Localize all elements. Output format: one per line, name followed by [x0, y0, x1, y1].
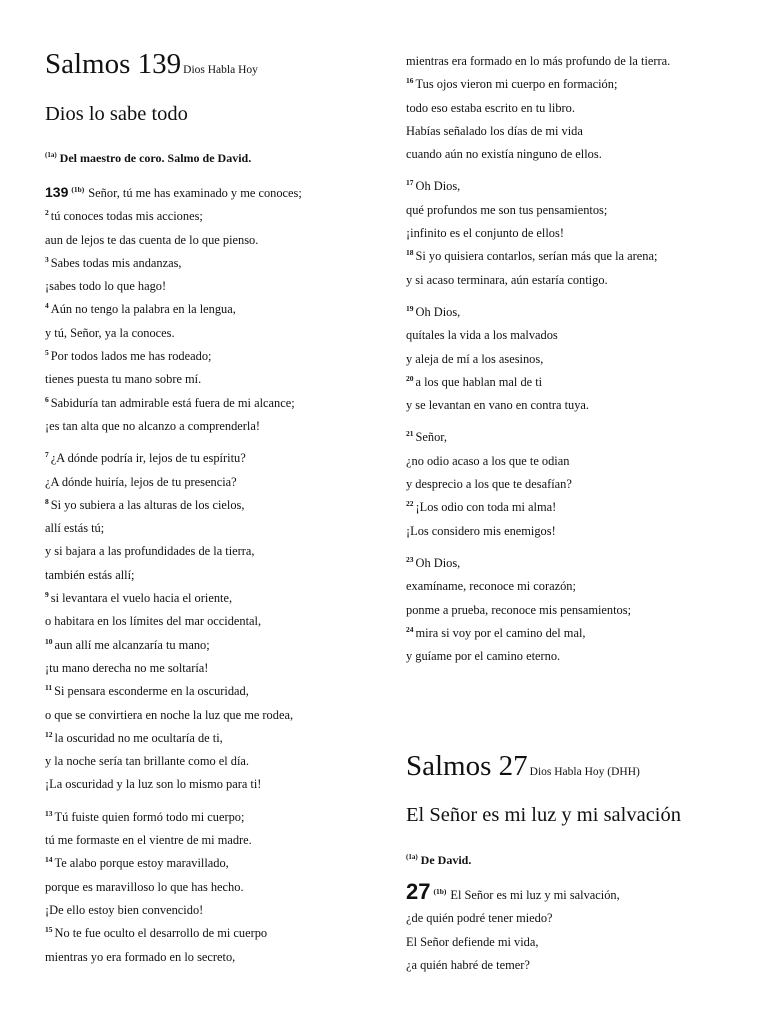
verse-text: Tú fuiste quien formó todo mi cuerpo;	[54, 809, 245, 824]
verse-text: examíname, reconoce mi corazón;	[406, 579, 576, 594]
verse-line	[45, 298, 302, 321]
stanza	[406, 426, 670, 542]
verse-text: Tus ojos vieron mi cuerpo en formación;	[415, 77, 618, 92]
verse-number: 9	[45, 590, 49, 600]
verse-text: Si yo quisiera contarlos, serían más que la arena;	[415, 249, 658, 264]
verse-line	[406, 199, 670, 222]
verse-text: o que se convirtiera en noche la luz que me rodea,	[45, 707, 294, 722]
verse-line	[45, 181, 302, 205]
verse-line	[45, 252, 302, 275]
heading-ref: (1a)	[45, 151, 57, 159]
verse-number: 23	[406, 554, 414, 564]
verse-text: ¡La oscuridad y la luz son lo mismo para ti!	[45, 777, 262, 792]
verse-text: la oscuridad no me ocultaría de ti,	[54, 730, 223, 745]
verse-text: mientras era formado en lo más profundo de la tierra.	[406, 54, 671, 68]
verse-text: y tú, Señor, ya la conoces.	[45, 325, 175, 340]
verse-text: y aleja de mí a los asesinos,	[406, 351, 544, 366]
verse-number: 16	[406, 76, 414, 86]
verse-line	[45, 275, 302, 298]
verse-line	[406, 175, 670, 198]
verse-line	[406, 222, 670, 245]
verse-text: Sabiduría tan admirable está fuera de mi alcance;	[50, 395, 295, 410]
verse-line	[406, 143, 670, 166]
verse-number: 5	[45, 348, 49, 358]
verse-text: ¿a quién habré de temer?	[406, 957, 530, 972]
verse-line	[406, 645, 670, 668]
verse-text: ¡sabes todo lo que hago!	[45, 279, 167, 294]
verse-line	[406, 50, 670, 73]
verse-line	[45, 517, 302, 540]
verse-line	[45, 471, 302, 494]
verse-number: 14	[45, 855, 53, 865]
verse-line	[406, 371, 670, 394]
verse-text: todo eso estaba escrito en tu libro.	[406, 100, 575, 115]
verse-text: Oh Dios,	[415, 555, 461, 570]
verse-line	[406, 954, 620, 977]
verse-line	[45, 610, 302, 633]
verse-line	[406, 496, 670, 519]
verse-line	[406, 622, 670, 645]
verse-number: 12	[45, 729, 53, 739]
verse-text: porque es maravilloso lo que has hecho.	[45, 879, 244, 894]
verse-line	[45, 634, 302, 657]
verse-line	[45, 368, 302, 391]
verse-text: Señor,	[415, 430, 448, 445]
psalm-subtitle: Dios lo sabe todo	[45, 103, 188, 125]
chapter-number: 27	[406, 879, 431, 904]
verse-text: aun allí me alcanzaría tu mano;	[54, 637, 210, 652]
verse-text: y si bajara a las profundidades de la tierra,	[45, 544, 255, 559]
verse-text: ¡Los odio con toda mi alma!	[415, 500, 557, 515]
verse-line	[45, 229, 302, 252]
verse-text: ¿no odio acaso a los que te odian	[406, 453, 570, 468]
psalm-27-title-row	[406, 752, 640, 781]
verse-text: Sabes todas mis andanzas,	[50, 255, 182, 270]
verse-line	[406, 348, 670, 371]
verse-number: 19	[406, 303, 414, 313]
verse-number: 8	[45, 496, 49, 506]
verse-text: ¿de quién podré tener miedo?	[406, 911, 553, 926]
right-verses	[406, 50, 670, 668]
psalm-subtitle-2: El Señor es mi luz y mi salvación	[406, 804, 681, 826]
verse-line	[45, 587, 302, 610]
verse-line	[406, 520, 670, 543]
verse-text: ¡Los considero mis enemigos!	[406, 523, 556, 538]
verse-line	[45, 564, 302, 587]
verse-text: y se levantan en vano en contra tuya.	[406, 398, 590, 413]
psalm-139-title-row	[45, 50, 258, 79]
verse-line	[406, 301, 670, 324]
verse-line	[406, 394, 670, 417]
verse-text: mira si voy por el camino del mal,	[415, 625, 586, 640]
verse-number: 10	[45, 636, 53, 646]
verse-text: Aún no tengo la palabra en la lengua,	[50, 302, 236, 317]
verse-number: 22	[406, 499, 414, 509]
verse-text: ¡tu mano derecha no me soltaría!	[45, 660, 209, 675]
stanza	[406, 50, 670, 166]
verse-number: 7	[45, 450, 49, 460]
verse-text: y desprecio a los que te desafían?	[406, 477, 572, 492]
verse-number: 24	[406, 624, 414, 634]
verse-text: El Señor defiende mi vida,	[406, 934, 539, 949]
verse-text: tú conoces todas mis acciones;	[50, 209, 203, 224]
verse-text: Si yo subiera a las alturas de los cielos,	[50, 497, 245, 512]
verse-line	[45, 447, 302, 470]
verse-text: qué profundos me son tus pensamientos;	[406, 202, 608, 217]
verse-line	[45, 540, 302, 563]
bible-version: Dios Habla Hoy	[183, 64, 258, 76]
verse-number: (1b)	[71, 185, 85, 194]
verse-text: Oh Dios,	[415, 304, 461, 319]
verse-line	[45, 494, 302, 517]
left-verses	[45, 181, 302, 969]
verse-text: ¡De ello estoy bien convencido!	[45, 902, 204, 917]
right-verses-2	[406, 880, 620, 977]
verse-line	[406, 931, 620, 954]
verse-line	[45, 322, 302, 345]
verse-line	[406, 426, 670, 449]
verse-number: (1b)	[433, 887, 447, 896]
verse-text: ¿A dónde podría ir, lejos de tu espíritu?	[50, 451, 246, 466]
bible-version-2: Dios Habla Hoy (DHH)	[529, 766, 640, 778]
verse-line	[406, 552, 670, 575]
verse-text: y si acaso terminara, aún estaría contigo.	[406, 272, 608, 287]
verse-text: El Señor es mi luz y mi salvación,	[450, 888, 620, 902]
verse-line	[406, 120, 670, 143]
verse-line	[406, 73, 670, 96]
stanza	[45, 181, 302, 438]
verse-number: 3	[45, 254, 49, 264]
psalm-title-2: Salmos 27	[406, 750, 528, 782]
heading-ref-2: (1a)	[406, 853, 418, 861]
verse-text: ¡infinito es el conjunto de ellos!	[406, 226, 564, 241]
stanza	[45, 806, 302, 969]
verse-line	[45, 657, 302, 680]
verse-line	[45, 899, 302, 922]
verse-text: cuando aún no existía ninguno de ellos.	[406, 147, 602, 162]
chapter-number: 139	[45, 184, 69, 200]
verse-text: y guíame por el camino eterno.	[406, 649, 561, 664]
stanza	[45, 447, 302, 796]
verse-text: Si pensara esconderme en la oscuridad,	[54, 684, 249, 699]
verse-line	[406, 245, 670, 268]
verse-line	[45, 704, 302, 727]
verse-number: 11	[45, 683, 53, 693]
verse-line	[406, 599, 670, 622]
verse-number: 6	[45, 394, 49, 404]
verse-line	[406, 324, 670, 347]
verse-number: 2	[45, 208, 49, 218]
verse-line	[45, 806, 302, 829]
verse-line	[406, 473, 670, 496]
verse-text: tienes puesta tu mano sobre mí.	[45, 372, 202, 387]
verse-text: ¿A dónde huiría, lejos de tu presencia?	[45, 474, 237, 489]
verse-text: mientras yo era formado en lo secreto,	[45, 949, 236, 964]
stanza	[406, 880, 620, 977]
verse-line	[406, 907, 620, 930]
verse-line	[45, 922, 302, 945]
psalm-heading-note	[45, 151, 251, 166]
heading-text: Del maestro de coro. Salmo de David.	[59, 151, 252, 165]
verse-line	[45, 876, 302, 899]
verse-text: también estás allí;	[45, 567, 135, 582]
verse-number: 20	[406, 373, 414, 383]
verse-text: allí estás tú;	[45, 521, 105, 536]
verse-text: a los que hablan mal de ti	[415, 374, 543, 389]
verse-text: ponme a prueba, reconoce mis pensamientos;	[406, 602, 632, 617]
verse-text: Por todos lados me has rodeado;	[50, 349, 212, 364]
verse-line	[45, 680, 302, 703]
verse-number: 18	[406, 248, 414, 258]
verse-text: aun de lejos te das cuenta de lo que pienso.	[45, 232, 259, 247]
verse-text: Oh Dios,	[415, 179, 461, 194]
verse-text: y la noche sería tan brillante como el día.	[45, 754, 250, 769]
verse-line	[406, 880, 620, 907]
verse-text: tú me formaste en el vientre de mi madre.	[45, 833, 252, 848]
stanza	[406, 301, 670, 417]
psalm-heading-note-2	[406, 853, 471, 868]
verse-text: si levantara el vuelo hacia el oriente,	[50, 591, 233, 606]
verse-line	[45, 946, 302, 969]
verse-line	[45, 829, 302, 852]
verse-text: o habitara en los límites del mar occidental,	[45, 614, 262, 629]
verse-text: Habías señalado los días de mi vida	[406, 123, 583, 138]
verse-line	[406, 269, 670, 292]
verse-number: 15	[45, 925, 53, 935]
verse-text: Señor, tú me has examinado y me conoces;	[88, 186, 302, 200]
stanza	[406, 175, 670, 291]
verse-line	[45, 415, 302, 438]
psalm-title: Salmos 139	[45, 48, 182, 80]
verse-line	[45, 205, 302, 228]
verse-line	[45, 852, 302, 875]
verse-line	[45, 750, 302, 773]
verse-text: quítales la vida a los malvados	[406, 328, 558, 343]
verse-text: ¡es tan alta que no alcanzo a comprenderla!	[45, 418, 261, 433]
verse-line	[406, 575, 670, 598]
verse-text: No te fue oculto el desarrollo de mi cuerpo	[54, 926, 268, 941]
verse-line	[45, 392, 302, 415]
heading-text-2: De David.	[420, 853, 472, 867]
verse-line	[406, 450, 670, 473]
verse-number: 4	[45, 301, 49, 311]
verse-line	[406, 97, 670, 120]
verse-text: Te alabo porque estoy maravillado,	[54, 856, 229, 871]
verse-number: 13	[45, 808, 53, 818]
verse-line	[45, 727, 302, 750]
stanza	[406, 552, 670, 668]
verse-line	[45, 773, 302, 796]
verse-number: 17	[406, 178, 414, 188]
verse-line	[45, 345, 302, 368]
verse-number: 21	[406, 429, 414, 439]
